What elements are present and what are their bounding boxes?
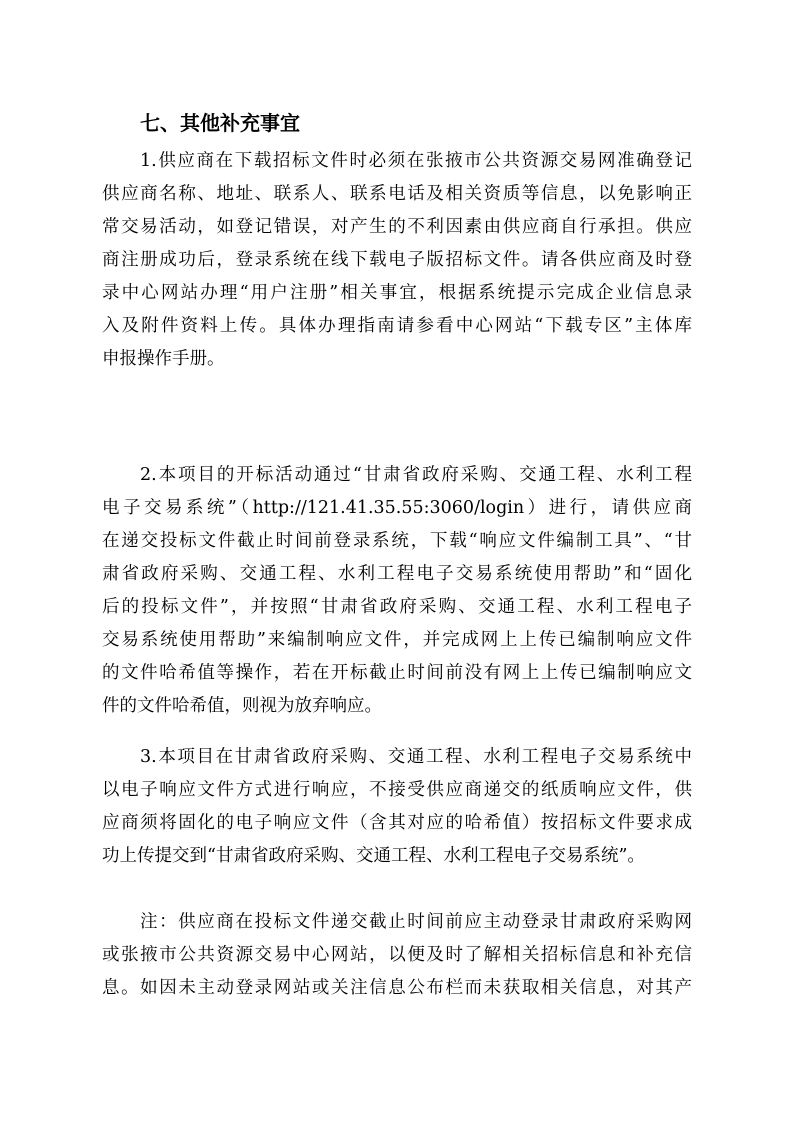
- text-line: 2.本项目的开标活动通过“甘肃省政府采购、交通工程、水利工程: [140, 465, 692, 485]
- text-line: 注：供应商在投标文件递交截止时间前应主动登录甘肃政府采购网: [140, 912, 692, 932]
- text-line: 肃省政府采购、交通工程、水利工程电子交易系统使用帮助”和“固化: [102, 564, 692, 584]
- text-line: 息。如因未主动登录网站或关注信息公布栏而未获取相关信息，对其产: [102, 978, 692, 998]
- paragraph-supplier-registration: [102, 145, 692, 376]
- text-line: 应商须将固化的电子响应文件（含其对应的哈希值）按招标文件要求成: [102, 813, 692, 833]
- text-line: 的文件哈希值等操作，若在开标截止时间前没有网上上传已编制响应文: [102, 663, 692, 683]
- text-line: 以电子响应文件方式进行响应，不接受供应商递交的纸质响应文件，供: [102, 780, 692, 800]
- text-line: 在递交投标文件截止时间前登录系统，下载“响应文件编制工具”、“甘: [102, 531, 692, 551]
- paragraph-bid-opening-system: [102, 459, 692, 723]
- text-line: 常交易活动，如登记错误，对产生的不利因素由供应商自行承担。供应: [102, 217, 692, 237]
- text-line: 或张掖市公共资源交易中心网站，以便及时了解相关招标信息和补充信: [102, 945, 692, 965]
- text-line: 1.供应商在下载招标文件时必须在张掖市公共资源交易网准确登记: [140, 151, 692, 171]
- text-line: 后的投标文件”，并按照“甘肃省政府采购、交通工程、水利工程电子: [102, 597, 692, 617]
- section-heading: 七、其他补充事宜: [140, 111, 300, 135]
- paragraph-note: [102, 906, 692, 1005]
- text-line: 功上传提交到“甘肃省政府采购、交通工程、水利工程电子交易系统”。: [102, 846, 645, 866]
- text-line: 商注册成功后，登录系统在线下载电子版招标文件。请各供应商及时登: [102, 250, 692, 270]
- text-line: 录中心网站办理“用户注册”相关事宜，根据系统提示完成企业信息录: [102, 283, 692, 303]
- text-line: 件的文件哈希值，则视为放弃响应。: [102, 696, 382, 716]
- paragraph-electronic-response: [102, 741, 692, 873]
- text-line: 申报操作手册。: [102, 349, 225, 369]
- text-line: 供应商名称、地址、联系人、联系电话及相关资质等信息，以免影响正: [102, 184, 692, 204]
- text-line: 电子交易系统”（http://121.41.35.55:3060/login）进行，请供应商: [102, 498, 692, 518]
- text-line: 入及附件资料上传。具体办理指南请参看中心网站“下载专区”主体库: [102, 316, 692, 336]
- text-line: 3.本项目在甘肃省政府采购、交通工程、水利工程电子交易系统中: [140, 747, 692, 767]
- text-line: 交易系统使用帮助”来编制响应文件，并完成网上上传已编制响应文件: [102, 630, 692, 650]
